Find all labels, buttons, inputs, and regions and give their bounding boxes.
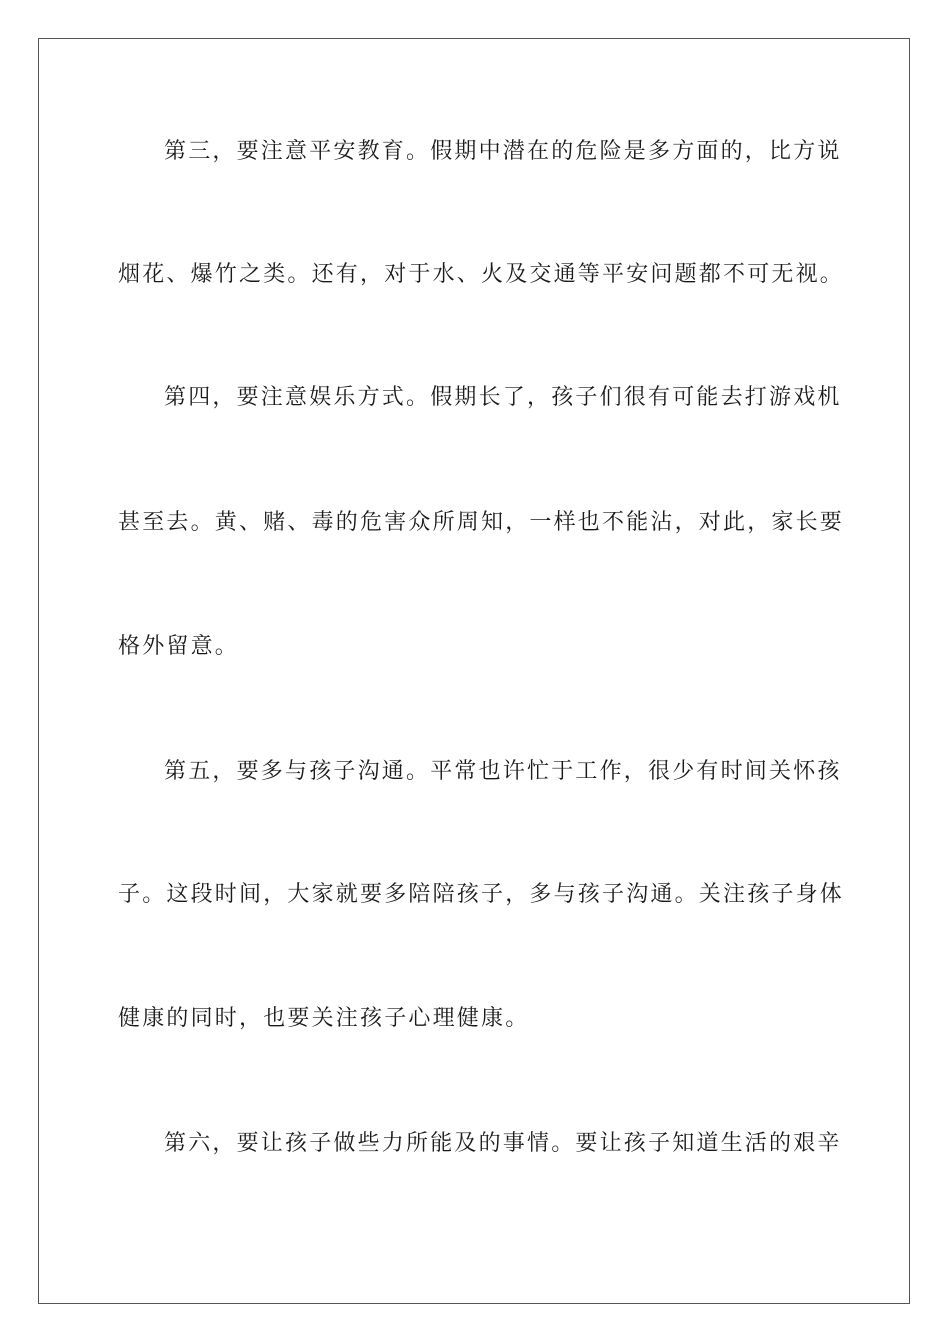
page-border	[38, 38, 910, 1304]
paragraph-3-line-2: 烟花、爆竹之类。还有，对于水、火及交通等平安问题都不可无视。	[118, 262, 845, 287]
paragraph-5-line-1: 第五，要多与孩子沟通。平常也许忙于工作，很少有时间关怀孩	[164, 759, 842, 784]
paragraph-3-line-1: 第三，要注意平安教育。假期中潜在的危险是多方面的，比方说	[164, 139, 842, 164]
paragraph-6-line-1: 第六，要让孩子做些力所能及的事情。要让孩子知道生活的艰辛	[164, 1131, 842, 1156]
paragraph-5-line-3: 健康的同时，也要关注孩子心理健康。	[118, 1006, 530, 1031]
paragraph-4-line-3: 格外留意。	[118, 634, 240, 659]
paragraph-5-line-2: 子。这段时间，大家就要多陪陪孩子，多与孩子沟通。关注孩子身体	[118, 882, 845, 907]
paragraph-4-line-1: 第四，要注意娱乐方式。假期长了，孩子们很有可能去打游戏机	[164, 385, 842, 410]
paragraph-4-line-2: 甚至去。黄、赌、毒的危害众所周知，一样也不能沾，对此，家长要	[118, 510, 845, 535]
